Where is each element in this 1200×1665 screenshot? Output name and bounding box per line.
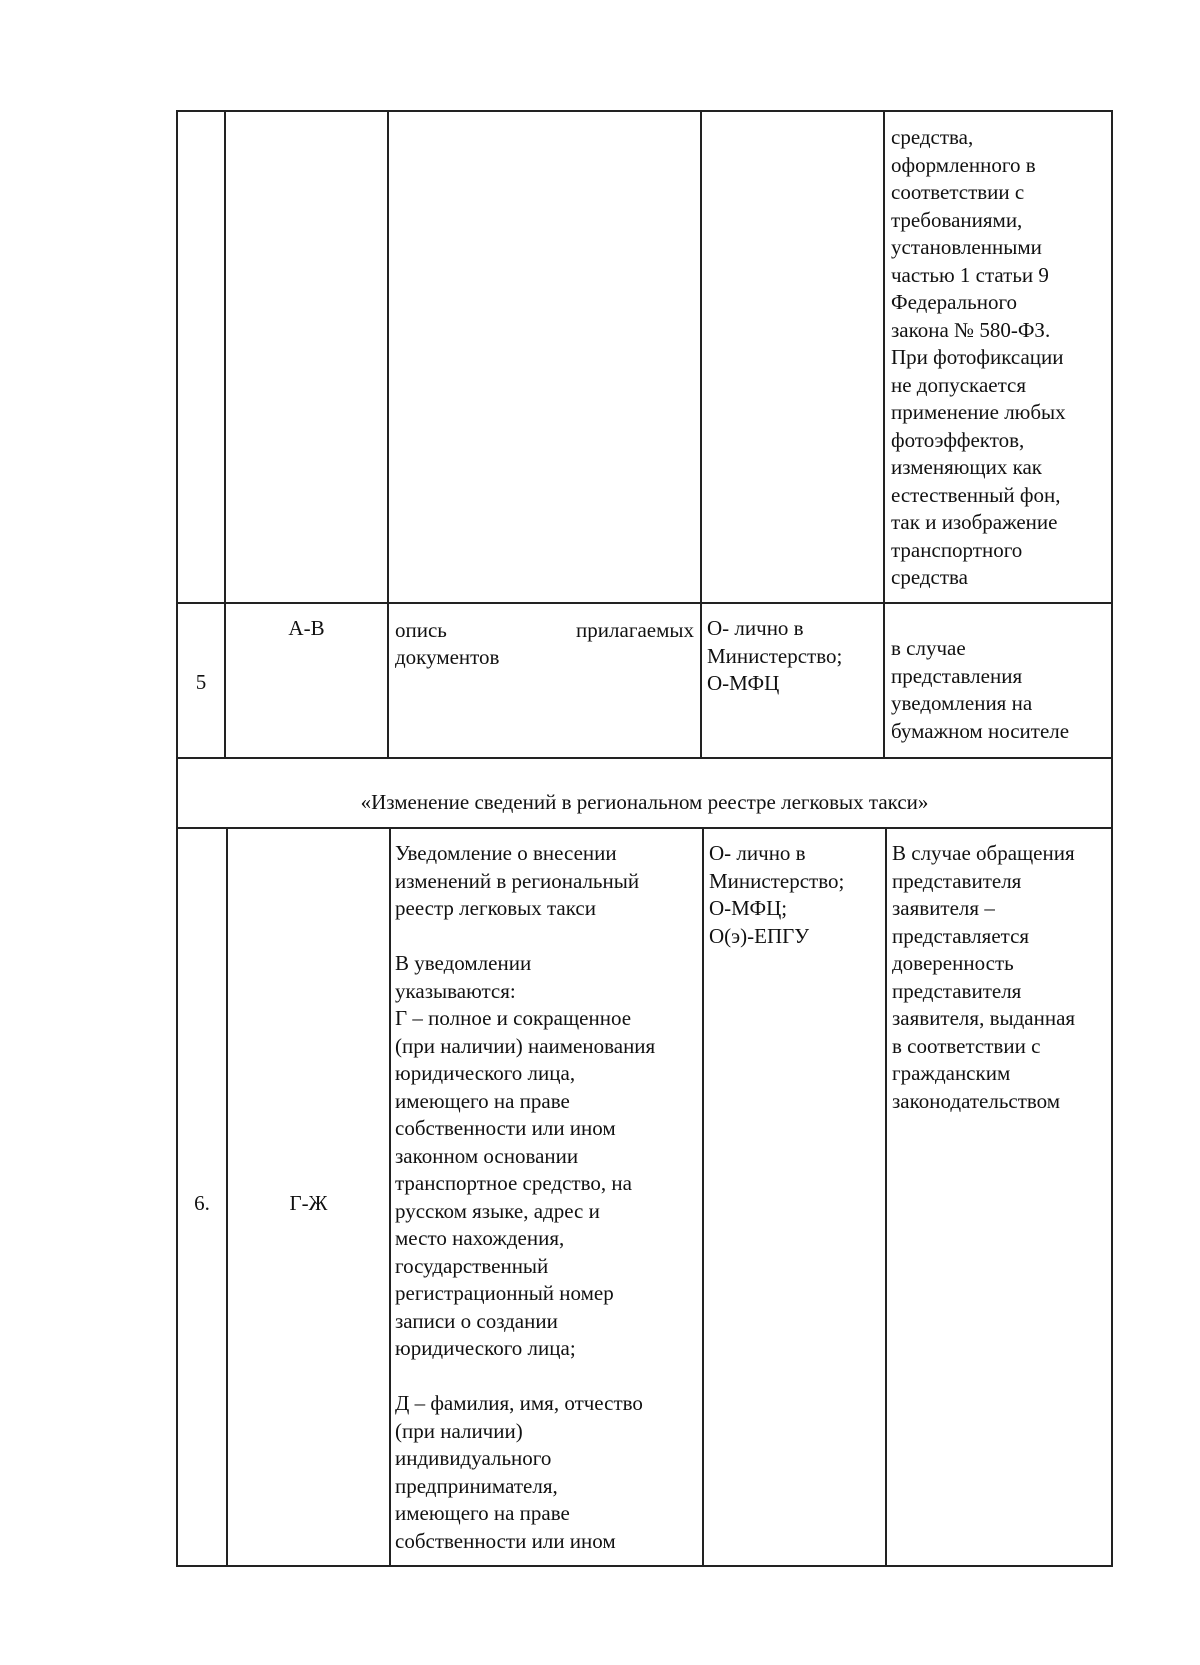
column-divider: [883, 110, 885, 759]
row-number-cell: 5: [195, 670, 207, 694]
table-border-right: [1111, 110, 1113, 1567]
column-divider: [885, 827, 887, 1567]
requirements-cell-continued: средства, оформленного в соответствии с требованиями, установленными частью 1 статьи 9 Федерального закона № 580-ФЗ. При фотофиксации не допускается применение любых фотоэффектов, изменяющих как естественный фон, так и изображение транспортного средства: [891, 125, 1066, 589]
note-cell: В случае обращения представителя заявителя – представляется доверенность представителя заявителя, выданная в соответствии с гражданским законодательством: [892, 841, 1076, 1113]
table-border-bottom: [176, 1565, 1113, 1567]
row-number-cell: 6.: [194, 1191, 210, 1215]
column-divider: [224, 110, 226, 759]
row-divider: [176, 757, 1113, 759]
column-divider: [702, 827, 704, 1567]
section-heading: «Изменение сведений в региональном реестре легковых такси»: [360, 790, 929, 814]
submission-method-cell: О- лично в Министерство; О-МФЦ; О(э)-ЕПГУ: [709, 841, 845, 948]
criteria-code-cell: А-В: [288, 616, 325, 640]
row-divider: [176, 827, 1113, 829]
row-divider: [176, 602, 1113, 604]
table-border-left: [176, 110, 178, 1567]
submission-method-cell: О- лично в Министерство; О-МФЦ: [707, 616, 843, 695]
table-border-top: [176, 110, 1113, 112]
document-name-cell: Уведомление о внесении изменений в региональный реестр легковых такси В уведомлении указываются: Г – полное и сокращенное (при наличии) наименования юридического лица, имеющего на праве собственности или ином законном основании транспортное средство, на русском языке, адрес и место нахождения, государственный регистрационный номер записи о создании юридического лица; Д – фамилия, имя, отчество (при наличии) индивидуального предпринимателя, имеющего на праве собственности или ином: [395, 841, 656, 1553]
document-name-line: документов: [395, 645, 500, 669]
column-divider: [387, 110, 389, 759]
criteria-code-cell: Г-Ж: [289, 1191, 328, 1215]
column-divider: [389, 827, 391, 1567]
column-divider: [700, 110, 702, 759]
document-name-line: опись прилагаемых: [395, 618, 694, 642]
note-cell: в случае представления уведомления на бумажном носителе: [891, 636, 1070, 743]
